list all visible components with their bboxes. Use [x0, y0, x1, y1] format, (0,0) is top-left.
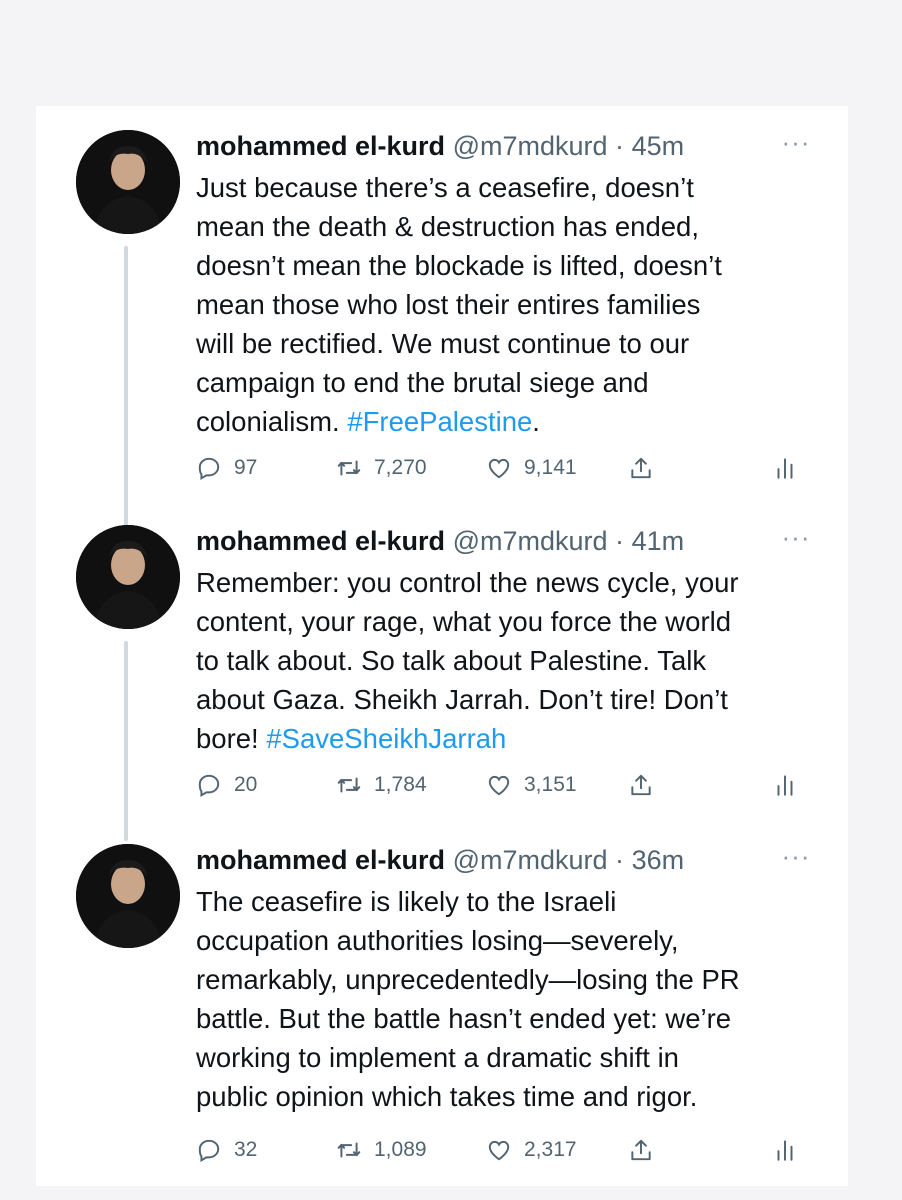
heart-icon [486, 772, 512, 798]
action-bar [196, 448, 816, 488]
tweet-text [196, 168, 826, 441]
like-count: 2,317 [524, 1138, 577, 1161]
display-name[interactable]: mohammed el-kurd [196, 131, 446, 161]
text-line: working to implement a dramatic shift in [196, 1042, 679, 1073]
text-line: doesn’t mean the blockade is lifted, doesn’t [196, 250, 722, 281]
display-name[interactable]: mohammed el-kurd [196, 526, 446, 556]
more-icon[interactable]: ··· [781, 127, 811, 157]
timestamp[interactable]: 41m [631, 526, 685, 556]
text-line: campaign to end the brutal siege and [196, 367, 649, 398]
like-count: 3,151 [524, 773, 577, 796]
text-line: to talk about. So talk about Palestine. Talk [196, 645, 707, 676]
retweet-count: 1,784 [374, 773, 427, 796]
avatar[interactable] [76, 130, 180, 234]
share-icon [628, 455, 654, 481]
share-button[interactable] [628, 448, 666, 488]
reply-button[interactable] [196, 448, 257, 488]
reply-icon [196, 1137, 222, 1163]
separator: · [615, 131, 625, 161]
text-fragment: colonialism. [196, 406, 348, 437]
text-line: public opinion which takes time and rigor. [196, 1081, 698, 1112]
separator: · [615, 845, 625, 875]
share-button[interactable] [628, 765, 666, 805]
username[interactable]: @m7mdkurd [452, 845, 608, 875]
retweet-button[interactable] [336, 1130, 427, 1170]
like-button[interactable] [486, 448, 577, 488]
action-bar [196, 1130, 816, 1170]
text-line: Remember: you control the news cycle, your [196, 567, 739, 598]
text-line [196, 719, 826, 758]
like-button[interactable] [486, 1130, 577, 1170]
tweet-header [196, 128, 796, 164]
avatar[interactable] [76, 525, 180, 629]
text-line: battle. But the battle hasn’t ended yet: we’re [196, 1003, 732, 1034]
text-line [196, 402, 826, 441]
timestamp[interactable]: 36m [631, 845, 685, 875]
timestamp[interactable]: 45m [631, 131, 685, 161]
text-line: mean the death & destruction has ended, [196, 211, 699, 242]
analytics-icon [772, 1137, 798, 1163]
more-icon[interactable]: ··· [781, 841, 811, 871]
tweet-text [196, 882, 826, 1116]
retweet-icon [336, 772, 362, 798]
reply-button[interactable] [196, 765, 257, 805]
retweet-button[interactable] [336, 448, 427, 488]
reply-icon [196, 455, 222, 481]
analytics-button[interactable] [772, 448, 810, 488]
analytics-icon [772, 772, 798, 798]
heart-icon [486, 455, 512, 481]
hashtag-link[interactable]: #SaveSheikhJarrah [266, 723, 507, 754]
reply-count: 20 [234, 773, 258, 796]
text-line: content, your rage, what you force the world [196, 606, 732, 637]
tweet-header [196, 523, 796, 559]
username[interactable]: @m7mdkurd [452, 131, 608, 161]
reply-button[interactable] [196, 1130, 257, 1170]
text-line: The ceasefire is likely to the Israeli [196, 886, 617, 917]
reply-icon [196, 772, 222, 798]
display-name[interactable]: mohammed el-kurd [196, 845, 446, 875]
username[interactable]: @m7mdkurd [452, 526, 608, 556]
text-line: will be rectified. We must continue to our [196, 328, 690, 359]
thread-card [36, 106, 848, 1186]
reply-count: 32 [234, 1138, 258, 1161]
action-bar [196, 765, 816, 805]
analytics-button[interactable] [772, 765, 810, 805]
like-count: 9,141 [524, 456, 577, 479]
avatar[interactable] [76, 844, 180, 948]
text-line: about Gaza. Sheikh Jarrah. Don’t tire! Don’t [196, 684, 728, 715]
text-line: Just because there’s a ceasefire, doesn’t [196, 172, 694, 203]
like-button[interactable] [486, 765, 577, 805]
text-line: remarkably, unprecedentedly—losing the PR [196, 964, 740, 995]
text-fragment: . [532, 406, 540, 437]
share-icon [628, 1137, 654, 1163]
tweet-header [196, 842, 796, 878]
tweet-text [196, 563, 826, 758]
retweet-icon [336, 455, 362, 481]
retweet-count: 7,270 [374, 456, 427, 479]
text-line: mean those who lost their entires families [196, 289, 701, 320]
tweet-2[interactable] [36, 501, 848, 831]
retweet-icon [336, 1137, 362, 1163]
thread-line [124, 246, 128, 528]
analytics-button[interactable] [772, 1130, 810, 1170]
separator: · [615, 526, 625, 556]
reply-count: 97 [234, 456, 258, 479]
tweet-3[interactable] [36, 820, 848, 1186]
heart-icon [486, 1137, 512, 1163]
tweet-1[interactable] [36, 106, 848, 516]
hashtag-link[interactable]: #FreePalestine [347, 406, 533, 437]
share-button[interactable] [628, 1130, 666, 1170]
text-line: occupation authorities losing—severely, [196, 925, 679, 956]
thread-line [124, 641, 128, 841]
more-icon[interactable]: ··· [781, 522, 811, 552]
share-icon [628, 772, 654, 798]
analytics-icon [772, 455, 798, 481]
retweet-button[interactable] [336, 765, 427, 805]
text-fragment: bore! [196, 723, 267, 754]
retweet-count: 1,089 [374, 1138, 427, 1161]
